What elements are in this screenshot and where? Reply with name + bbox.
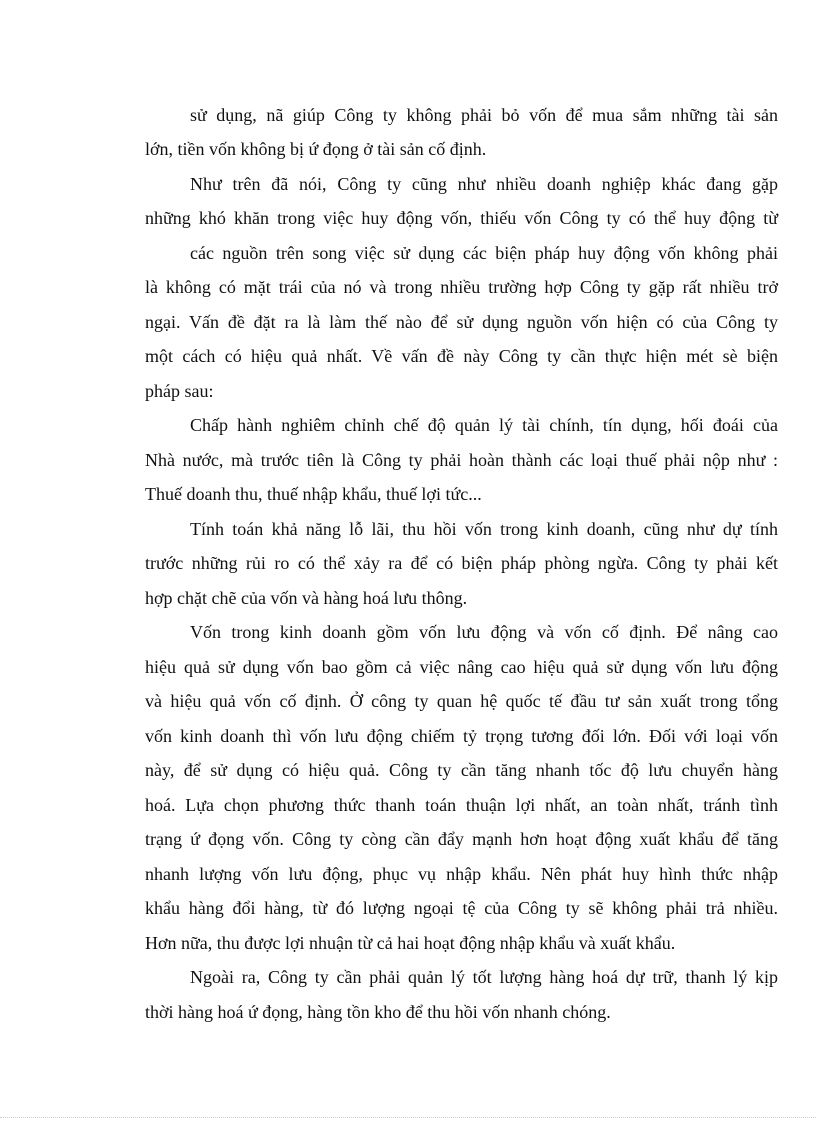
text-line: Vốn trong kinh doanh gồm vốn lưu động và vốn cố định. Để nâng cao — [190, 622, 778, 642]
text-line: hoá. Lựa chọn phương thức thanh toán thuận lợi nhất, an toàn nhất, tránh tình — [145, 795, 778, 815]
text-line: Nhà nước, mà trước tiên là Công ty phải hoàn thành các loại thuế phải nộp như : — [145, 450, 778, 470]
text-line: lớn, tiền vốn không bị ứ đọng ở tài sản cố định. — [145, 139, 487, 159]
text-line: và hiệu quả vốn cố định. Ở công ty quan hệ quốc tế đầu tư sản xuất trong tổng — [145, 691, 778, 711]
text-line: Tính toán khả năng lỗ lãi, thu hồi vốn trong kinh doanh, cũng như dự tính — [190, 519, 778, 539]
text-line: thời hàng hoá ứ đọng, hàng tồn kho để thu hồi vốn nhanh chóng. — [145, 1002, 611, 1022]
text-line: này, để sử dụng có hiệu quả. Công ty cần tăng nhanh tốc độ lưu chuyển hàng — [145, 760, 778, 780]
text-line: nhanh lượng vốn lưu động, phục vụ nhập khẩu. Nên phát huy hình thức nhập — [145, 864, 778, 884]
text-line: các nguồn trên song việc sử dụng các biện pháp huy động vốn không phải — [190, 243, 778, 263]
text-line: Như trên đã nói, Công ty cũng như nhiều doanh nghiệp khác đang gặp — [190, 174, 778, 194]
text-line: trước những rủi ro có thể xảy ra để có biện pháp phòng ngừa. Công ty phải kết — [145, 553, 778, 573]
text-line: Ngoài ra, Công ty cần phải quản lý tốt lượng hàng hoá dự trữ, thanh lý kịp — [190, 967, 778, 987]
text-line: khẩu hàng đổi hàng, từ đó lượng ngoại tệ của Công ty sẽ không phải trả nhiều. — [145, 898, 778, 918]
text-line: pháp sau: — [145, 381, 214, 401]
text-line: Thuế doanh thu, thuế nhập khẩu, thuế lợi tức... — [145, 484, 482, 504]
page-bottom-divider — [0, 1117, 816, 1118]
text-line: là không có mặt trái của nó và trong nhiều trường hợp Công ty gặp rất nhiều trở — [145, 277, 778, 297]
text-line: vốn kinh doanh thì vốn lưu động chiếm tỷ trọng tương đối lớn. Đối với loại vốn — [145, 726, 778, 746]
text-line: Hơn nữa, thu được lợi nhuận từ cả hai hoạt động nhập khẩu và xuất khẩu. — [145, 933, 676, 953]
text-line: Chấp hành nghiêm chỉnh chế độ quản lý tài chính, tín dụng, hối đoái của — [190, 415, 778, 435]
text-line: những khó khăn trong việc huy động vốn, thiếu vốn Công ty có thể huy động từ — [145, 208, 778, 228]
text-line: hiệu quả sử dụng vốn bao gồm cả việc nâng cao hiệu quả sử dụng vốn lưu động — [145, 657, 778, 677]
text-line: ngại. Vấn đề đặt ra là làm thế nào để sử dụng nguồn vốn hiện có của Công ty — [145, 312, 778, 332]
text-line: trạng ứ đọng vốn. Công ty còng cần đẩy mạnh hơn hoạt động xuất khẩu để tăng — [145, 829, 778, 849]
text-line: một cách có hiệu quả nhất. Về vấn đề này Công ty cần thực hiện mét sè biện — [145, 346, 778, 366]
text-line: sử dụng, nã giúp Công ty không phải bỏ vốn để mua sắm những tài sản — [190, 105, 778, 125]
text-line: hợp chặt chẽ của vốn và hàng hoá lưu thông. — [145, 588, 468, 608]
